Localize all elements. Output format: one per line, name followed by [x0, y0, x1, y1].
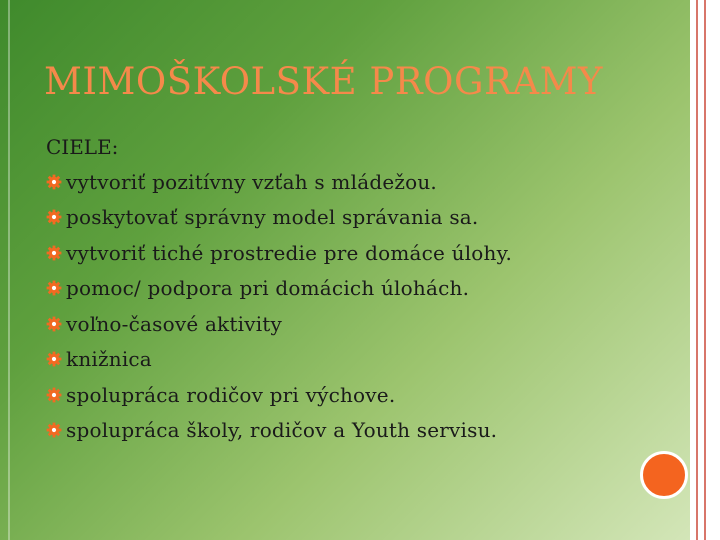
gear-icon: [46, 387, 62, 403]
list-item-text: pomoc/ podpora pri domácich úlohách.: [66, 276, 470, 301]
list-item-text: spolupráca školy, rodičov a Youth servisu.: [66, 418, 498, 443]
gear-icon: [46, 174, 62, 190]
slide-title: MIMOŠKOLSKÉ PROGRAMY: [44, 60, 603, 103]
goals-list: [46, 164, 656, 448]
gear-icon: [46, 209, 62, 225]
list-item: [46, 306, 656, 342]
right-border-line: [696, 0, 698, 540]
list-item-text: poskytovať správny model správania sa.: [66, 205, 479, 230]
slide-content: [46, 130, 656, 448]
section-heading: CIELE:: [46, 135, 119, 159]
left-border-line: [8, 0, 10, 540]
gear-icon: [46, 280, 62, 296]
list-item-text: knižnica: [66, 347, 152, 372]
list-item-text: spolupráca rodičov pri výchove.: [66, 382, 396, 407]
gear-icon: [46, 422, 62, 438]
gear-icon: [46, 316, 62, 332]
list-item: [46, 377, 656, 413]
list-item: [46, 164, 656, 200]
list-item-text: vytvoriť tiché prostredie pre domáce úlohy.: [66, 240, 513, 265]
list-item: [46, 200, 656, 236]
list-item: [46, 413, 656, 449]
list-item: [46, 271, 656, 307]
gear-icon: [46, 351, 62, 367]
right-border-line: [704, 0, 706, 540]
nav-circle-button[interactable]: [640, 451, 688, 499]
list-item-text: voľno-časové aktivity: [66, 311, 283, 336]
list-item: [46, 342, 656, 378]
list-item: [46, 235, 656, 271]
gear-icon: [46, 245, 62, 261]
right-decorative-panel: [690, 0, 720, 540]
list-item-text: vytvoriť pozitívny vzťah s mládežou.: [66, 169, 437, 194]
